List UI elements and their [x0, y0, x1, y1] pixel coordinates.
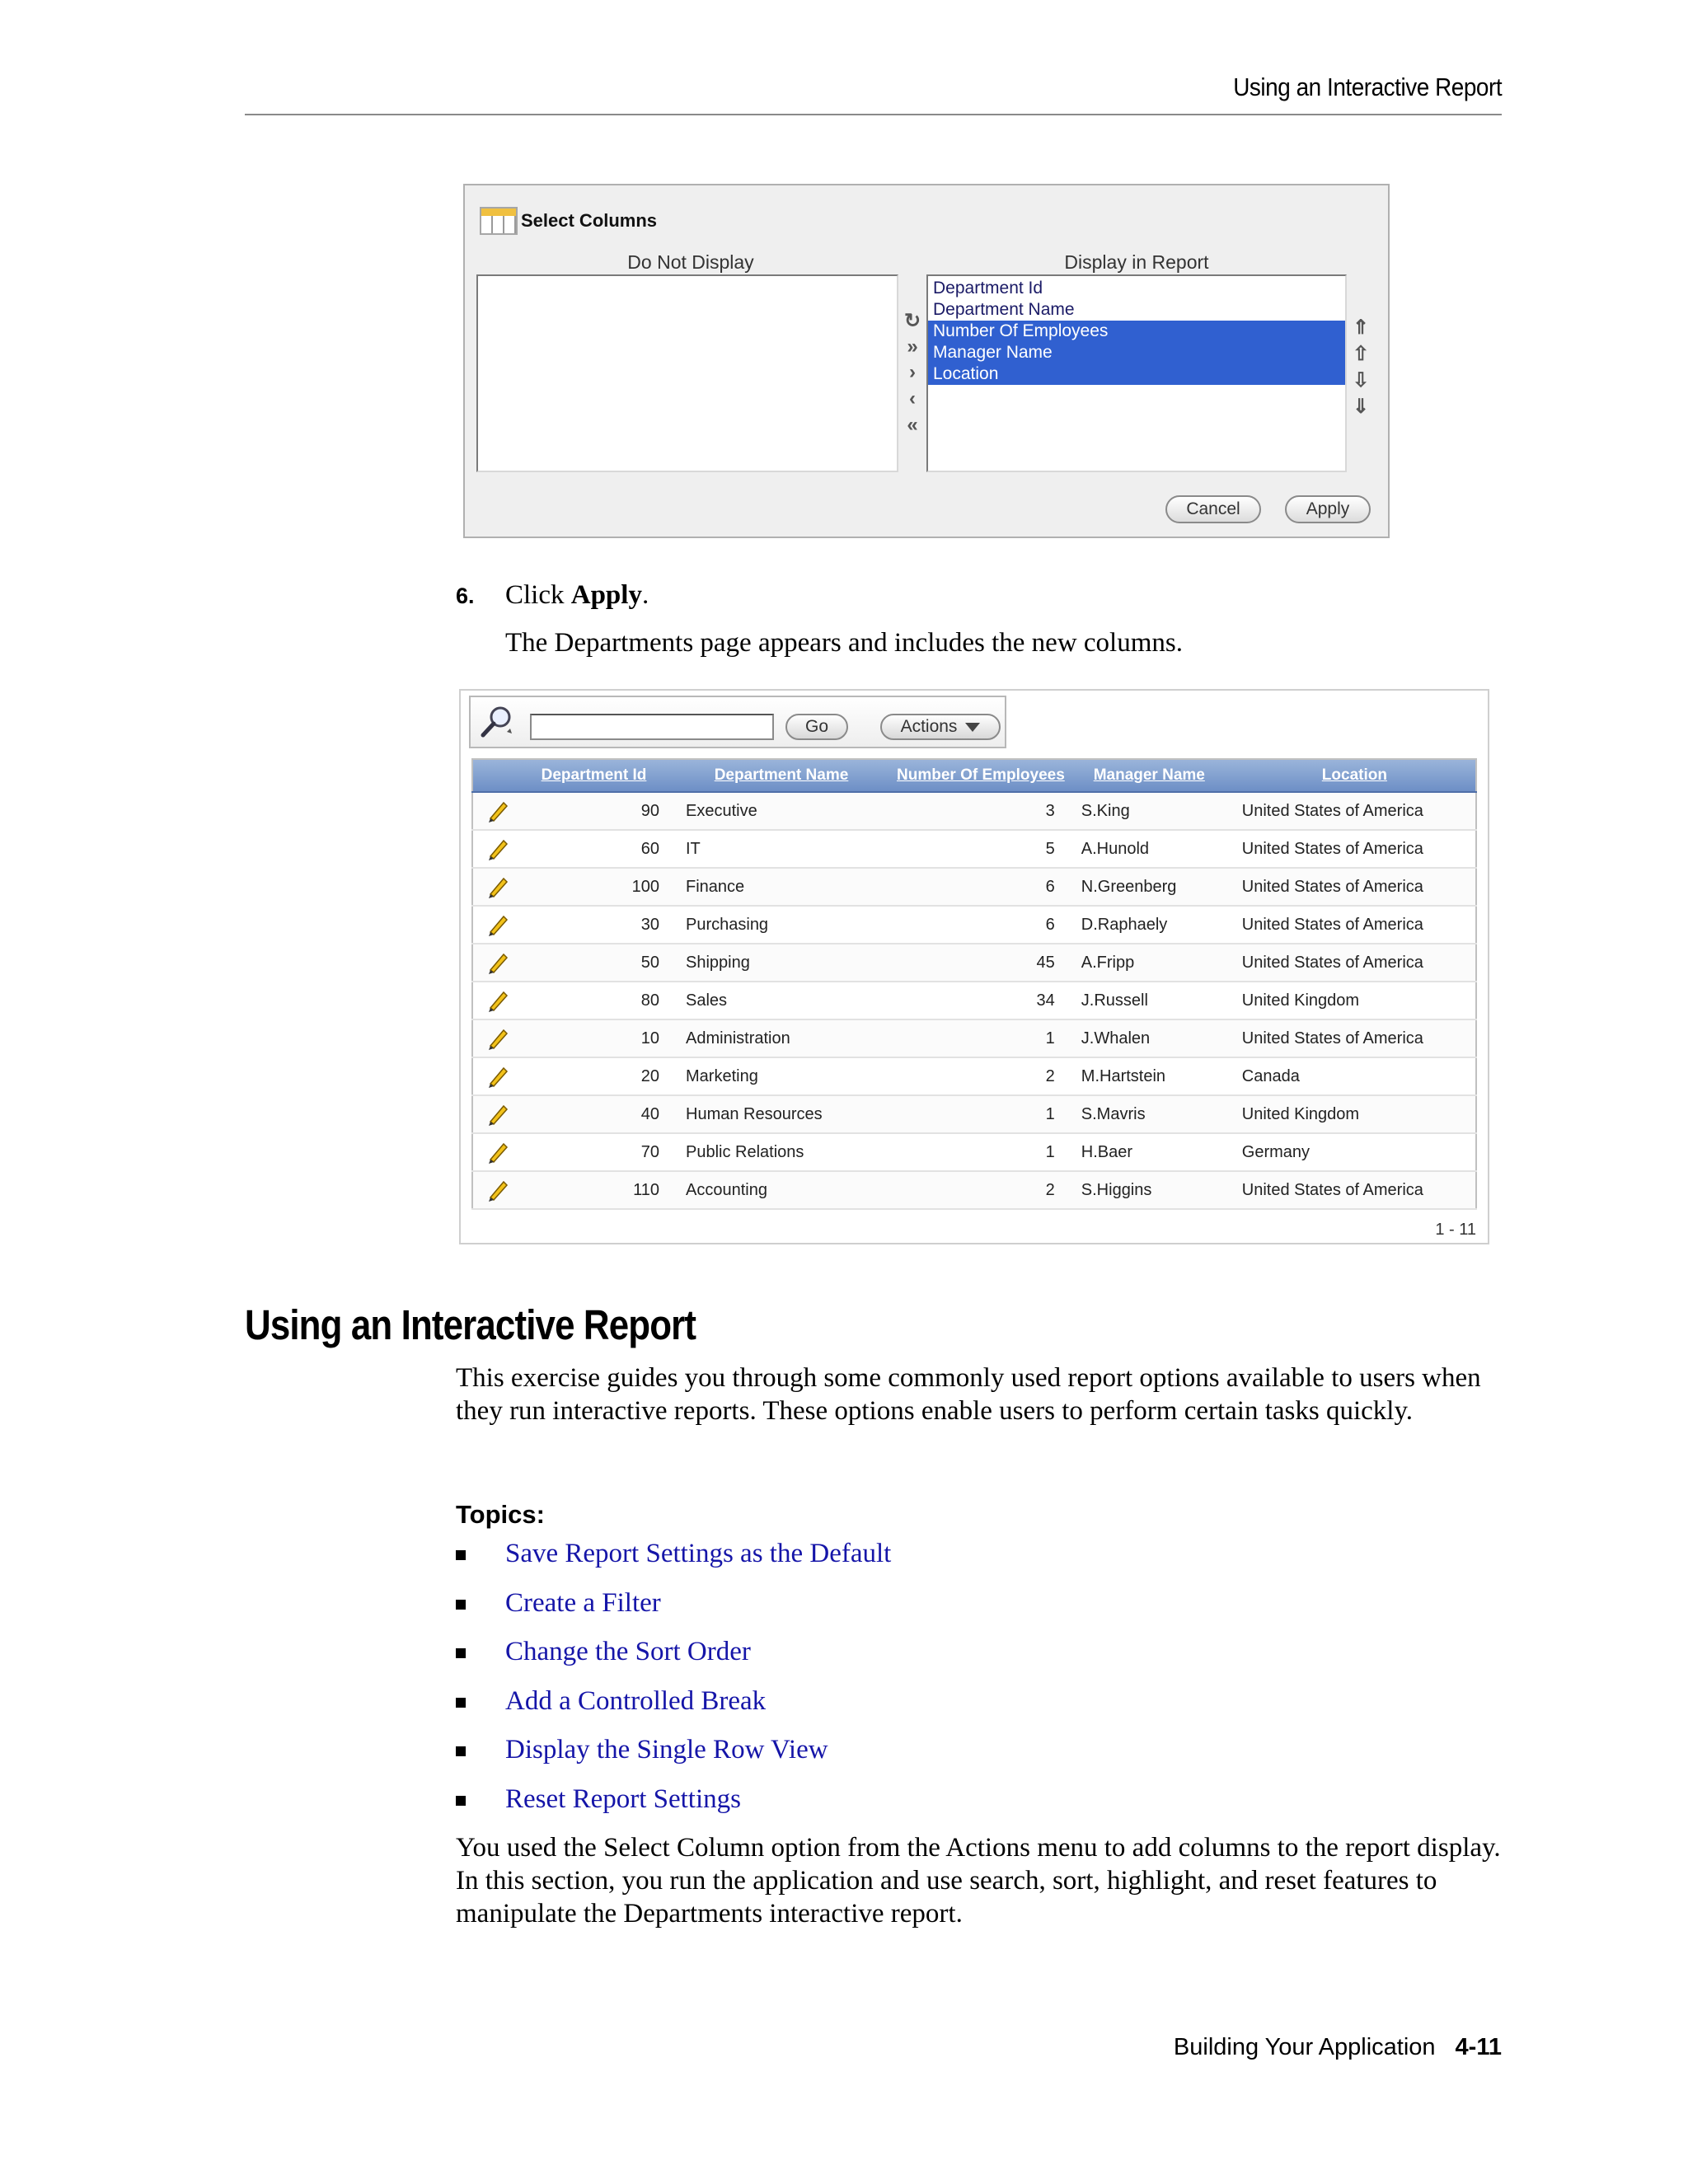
column-header-number-of-employees[interactable]: Number Of Employees	[897, 759, 1065, 792]
employee-count-cell: 2	[897, 1171, 1065, 1209]
column-header-manager-name[interactable]: Manager Name	[1065, 759, 1234, 792]
table-row	[472, 868, 1476, 906]
footer-chapter: Building Your Application	[1173, 2034, 1436, 2060]
department-name-cell: Human Resources	[666, 1095, 897, 1133]
department-id-cell: 50	[522, 944, 666, 982]
location-cell: United States of America	[1234, 792, 1476, 830]
department-id-cell: 110	[522, 1171, 666, 1209]
table-header-row	[472, 759, 1476, 792]
table-row	[472, 1019, 1476, 1057]
location-cell: United Kingdom	[1234, 1095, 1476, 1133]
edit-row-link[interactable]	[472, 1057, 522, 1095]
edit-pencil-icon	[485, 837, 510, 861]
table-row	[472, 944, 1476, 982]
table-row	[472, 1095, 1476, 1133]
dialog-title	[480, 206, 657, 236]
topics-heading: Topics:	[456, 1500, 545, 1529]
dialog-title-text: Select Columns	[521, 210, 658, 231]
edit-row-link[interactable]	[472, 906, 522, 944]
table-row	[472, 982, 1476, 1019]
search-input[interactable]	[530, 714, 774, 740]
manager-name-cell: A.Hunold	[1065, 830, 1234, 868]
step-number: 6.	[456, 583, 475, 608]
edit-row-link[interactable]	[472, 944, 522, 982]
apply-button[interactable]: Apply	[1285, 495, 1371, 523]
employee-count-cell: 2	[897, 1057, 1065, 1095]
bullet-icon	[456, 1550, 466, 1560]
employee-count-cell: 45	[897, 944, 1065, 982]
edit-pencil-icon	[485, 874, 510, 899]
edit-pencil-icon	[485, 1140, 510, 1165]
edit-pencil-icon	[485, 950, 510, 975]
edit-row-link[interactable]	[472, 982, 522, 1019]
employee-count-cell: 1	[897, 1133, 1065, 1171]
department-name-cell: Purchasing	[666, 906, 897, 944]
location-cell: Canada	[1234, 1057, 1476, 1095]
table-row	[472, 830, 1476, 868]
edit-pencil-icon	[485, 988, 510, 1013]
department-id-cell: 80	[522, 982, 666, 1019]
topics-list	[456, 1537, 891, 1831]
move-bottom-icon[interactable]: ⇓	[1352, 396, 1370, 418]
department-name-cell: IT	[666, 830, 897, 868]
select-columns-dialog	[463, 184, 1390, 538]
edit-pencil-icon	[485, 1064, 510, 1089]
move-all-left-icon[interactable]: «	[907, 414, 918, 436]
list-item	[456, 1586, 891, 1636]
running-header	[245, 73, 1502, 115]
edit-row-link[interactable]	[472, 830, 522, 868]
employee-count-cell: 3	[897, 792, 1065, 830]
list-item	[456, 1537, 891, 1586]
employee-count-cell: 6	[897, 868, 1065, 906]
location-cell: United States of America	[1234, 1171, 1476, 1209]
edit-pencil-icon	[485, 1178, 510, 1202]
do-not-display-list[interactable]	[476, 274, 898, 472]
move-all-right-icon[interactable]: »	[907, 335, 918, 358]
bullet-icon	[456, 1796, 466, 1806]
search-icon[interactable]	[479, 704, 515, 740]
cancel-button[interactable]: Cancel	[1165, 495, 1261, 523]
department-id-cell: 30	[522, 906, 666, 944]
department-name-cell: Administration	[666, 1019, 897, 1057]
list-item[interactable]: Department Name	[933, 300, 1075, 319]
employee-count-cell: 1	[897, 1095, 1065, 1133]
bullet-icon	[456, 1698, 466, 1708]
bullet-icon	[456, 1648, 466, 1658]
employee-count-cell: 34	[897, 982, 1065, 1019]
do-not-display-label: Do Not Display	[627, 251, 754, 273]
manager-name-cell: S.Higgins	[1065, 1171, 1234, 1209]
manager-name-cell: D.Raphaely	[1065, 906, 1234, 944]
step-text-prefix: Click	[505, 580, 571, 610]
department-name-cell: Public Relations	[666, 1133, 897, 1171]
column-header-location[interactable]: Location	[1234, 759, 1476, 792]
columns-grid-icon	[480, 207, 518, 235]
actions-menu-button[interactable]	[880, 714, 1001, 740]
edit-row-link[interactable]	[472, 1095, 522, 1133]
move-top-icon[interactable]: ⇑	[1352, 316, 1370, 339]
department-id-cell: 20	[522, 1057, 666, 1095]
topic-link[interactable]: Reset Report Settings	[505, 1783, 741, 1814]
location-cell: United States of America	[1234, 1019, 1476, 1057]
table-row	[472, 1057, 1476, 1095]
table-row	[472, 1133, 1476, 1171]
report-table	[471, 758, 1477, 1210]
list-item	[456, 1685, 891, 1734]
chevron-down-icon	[965, 723, 980, 732]
department-id-cell: 60	[522, 830, 666, 868]
list-item[interactable]: Number Of Employees	[928, 321, 1345, 342]
move-up-icon[interactable]: ⇧	[1352, 343, 1370, 365]
section-intro: This exercise guides you through some commonly used report options available to users when they run interactive reports. These options enable users to perform certain tasks quickly.	[456, 1363, 1481, 1426]
move-down-icon[interactable]: ⇩	[1352, 369, 1370, 391]
department-name-cell: Sales	[666, 982, 897, 1019]
edit-pencil-icon	[485, 912, 510, 937]
location-cell: United States of America	[1234, 944, 1476, 982]
topic-link[interactable]: Create a Filter	[505, 1587, 661, 1618]
list-item	[456, 1635, 891, 1685]
step-result: The Departments page appears and includes the new columns.	[505, 628, 1183, 658]
actions-label: Actions	[900, 717, 958, 736]
employee-count-cell: 6	[897, 906, 1065, 944]
manager-name-cell: J.Whalen	[1065, 1019, 1234, 1057]
location-cell: United States of America	[1234, 906, 1476, 944]
edit-row-link[interactable]	[472, 1171, 522, 1209]
employee-count-cell: 5	[897, 830, 1065, 868]
edit-row-link[interactable]	[472, 792, 522, 830]
table-row	[472, 906, 1476, 944]
step-instruction	[505, 580, 649, 611]
department-id-cell: 70	[522, 1133, 666, 1171]
column-header-department-id[interactable]: Department Id	[522, 759, 666, 792]
topic-link[interactable]: Add a Controlled Break	[505, 1685, 767, 1716]
department-name-cell: Accounting	[666, 1171, 897, 1209]
section-outro: You used the Select Column option from the Actions menu to add columns to the report display. In this section, you run the application and use search, sort, highlight, and reset features to manipulate the Departments interactive report.	[456, 1833, 1501, 1929]
bullet-icon	[456, 1600, 466, 1610]
topic-link[interactable]: Change the Sort Order	[505, 1637, 751, 1666]
step-text-suffix: .	[641, 580, 649, 610]
table-row	[472, 792, 1476, 830]
list-item[interactable]: Location	[928, 363, 1345, 385]
edit-row-link[interactable]	[472, 868, 522, 906]
department-id-cell: 100	[522, 868, 666, 906]
department-id-cell: 90	[522, 792, 666, 830]
list-item	[456, 1783, 891, 1832]
manager-name-cell: H.Baer	[1065, 1133, 1234, 1171]
location-cell: Germany	[1234, 1133, 1476, 1171]
display-in-report-label: Display in Report	[1064, 251, 1209, 273]
topic-link[interactable]: Display the Single Row View	[505, 1735, 828, 1765]
search-bar	[469, 696, 1006, 748]
location-cell: United Kingdom	[1234, 982, 1476, 1019]
column-header-department-name[interactable]: Department Name	[666, 759, 897, 792]
bullet-icon	[456, 1746, 466, 1756]
move-left-icon[interactable]: ‹	[909, 387, 916, 410]
list-item[interactable]: Department Id	[933, 279, 1043, 298]
location-cell: United States of America	[1234, 868, 1476, 906]
list-item	[456, 1733, 891, 1783]
footer-page-number: 4-11	[1455, 2034, 1502, 2060]
department-id-cell: 10	[522, 1019, 666, 1057]
reset-icon[interactable]: ↻	[903, 310, 921, 332]
pagination-range: 1 - 11	[1435, 1221, 1476, 1239]
running-header-text: Using an Interactive Report	[1233, 73, 1502, 101]
department-name-cell: Marketing	[666, 1057, 897, 1095]
topic-link[interactable]: Save Report Settings as the Default	[505, 1539, 892, 1568]
department-name-cell: Finance	[666, 868, 897, 906]
manager-name-cell: A.Fripp	[1065, 944, 1234, 982]
manager-name-cell: N.Greenberg	[1065, 868, 1234, 906]
departments-report	[459, 689, 1489, 1244]
manager-name-cell: M.Hartstein	[1065, 1057, 1234, 1095]
section-title: Using an Interactive Report	[245, 1301, 696, 1348]
department-name-cell: Executive	[666, 792, 897, 830]
employee-count-cell: 1	[897, 1019, 1065, 1057]
location-cell: United States of America	[1234, 830, 1476, 868]
manager-name-cell: J.Russell	[1065, 982, 1234, 1019]
edit-pencil-icon	[485, 799, 510, 823]
edit-pencil-icon	[485, 1102, 510, 1127]
go-button[interactable]: Go	[785, 714, 848, 740]
manager-name-cell: S.Mavris	[1065, 1095, 1234, 1133]
page-footer	[1174, 2034, 1502, 2061]
list-item[interactable]: Manager Name	[928, 342, 1345, 363]
manager-name-cell: S.King	[1065, 792, 1234, 830]
department-name-cell: Shipping	[666, 944, 897, 982]
table-row	[472, 1171, 1476, 1209]
edit-column-header	[472, 759, 522, 792]
edit-row-link[interactable]	[472, 1019, 522, 1057]
edit-pencil-icon	[485, 1026, 510, 1051]
department-id-cell: 40	[522, 1095, 666, 1133]
display-in-report-list[interactable]	[926, 274, 1347, 472]
move-right-icon[interactable]: ›	[909, 361, 916, 383]
edit-row-link[interactable]	[472, 1133, 522, 1171]
step-text-bold: Apply	[570, 580, 642, 610]
